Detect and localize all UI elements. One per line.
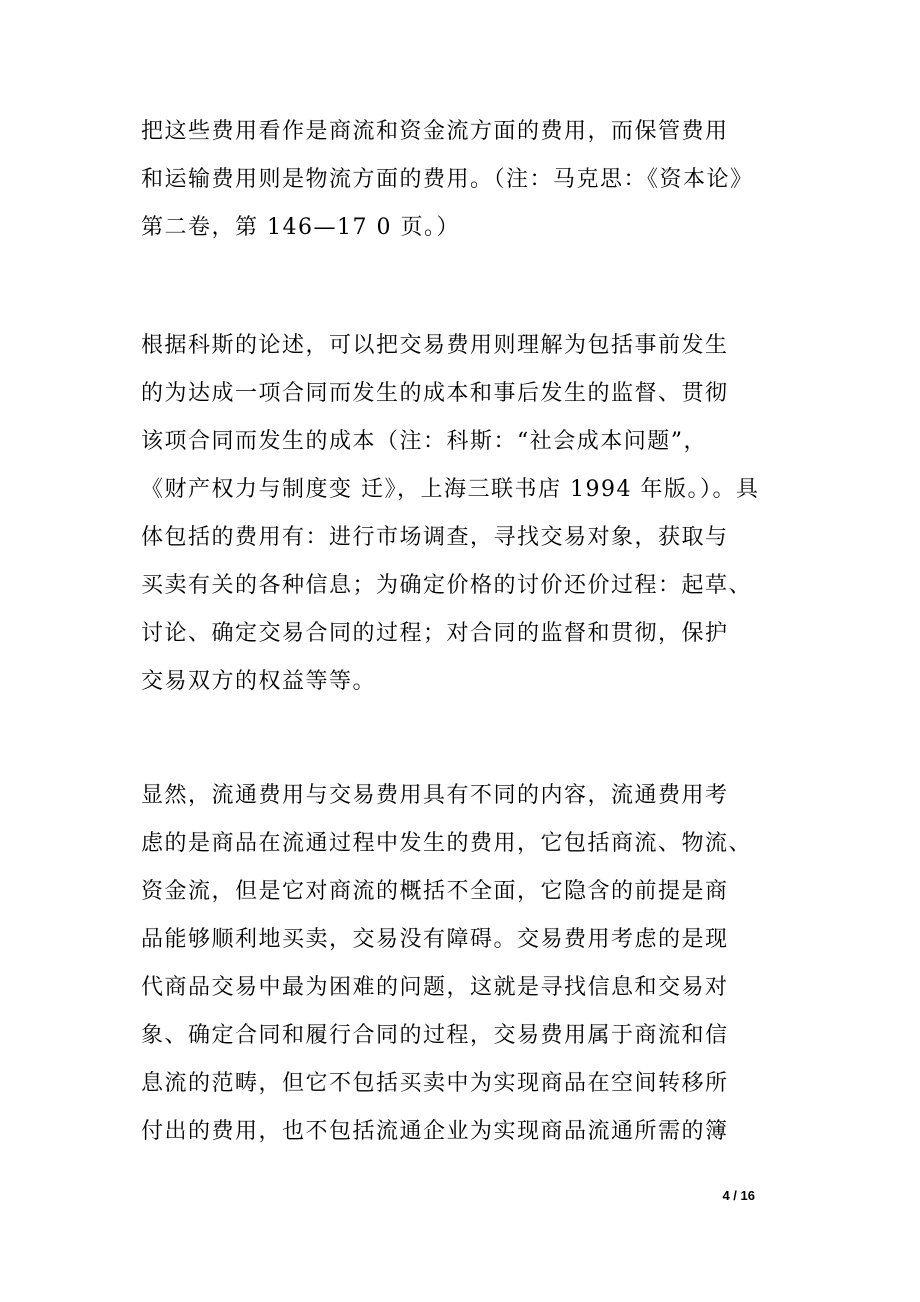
text-line: 显然，流通费用与交易费用具有不同的内容，流通费用考 — [141, 783, 729, 808]
text-line: 讨论、确定交易合同的过程；对合同的监督和贯彻，保护 — [141, 621, 729, 646]
page-number: 4 / 16 — [722, 1188, 755, 1203]
paragraph-3 — [141, 772, 781, 1156]
text-line: 根据科斯的论述，可以把交易费用则理解为包括事前发生 — [141, 333, 729, 358]
text-line: 虑的是商品在流通过程中发生的费用，它包括商流、物流、 — [141, 831, 753, 856]
text-line: 和运输费用则是物流方面的费用。（注：马克思：《资本论》 — [141, 167, 754, 192]
text-line: 付出的费用，也不包括流通企业为实现商品流通所需的簿 — [141, 1119, 729, 1144]
text-line: 交易双方的权益等等。 — [141, 669, 377, 694]
text-line: 该项合同而发生的成本（注：科斯：“社会成本问题”， — [141, 429, 707, 454]
text-line: 资金流，但是它对商流的概括不全面，它隐含的前提是商 — [141, 879, 729, 904]
text-line: 的为达成一项合同而发生的成本和事后发生的监督、贯彻 — [141, 381, 729, 406]
text-line: 品能够顺利地买卖，交易没有障碍。交易费用考虑的是现 — [141, 927, 729, 952]
text-line: 买卖有关的各种信息；为确定价格的讨价还价过程：起草、 — [141, 573, 753, 598]
paragraph-1 — [141, 108, 781, 252]
text-line: 《财产权力与制度变 迁》，上海三联书店 1994 年版。）。具 — [141, 477, 760, 502]
paragraph-2 — [141, 322, 781, 706]
text-line: 体包括的费用有：进行市场调查，寻找交易对象，获取与 — [141, 525, 729, 550]
text-line: 代商品交易中最为困难的问题，这就是寻找信息和交易对 — [141, 975, 729, 1000]
text-line: 第二卷，第 146—17 0 页。） — [141, 215, 460, 240]
text-line: 息流的范畴，但它不包括买卖中为实现商品在空间转移所 — [141, 1071, 729, 1096]
text-line: 把这些费用看作是商流和资金流方面的费用，而保管费用 — [141, 119, 729, 144]
text-line: 象、确定合同和履行合同的过程，交易费用属于商流和信 — [141, 1023, 729, 1048]
